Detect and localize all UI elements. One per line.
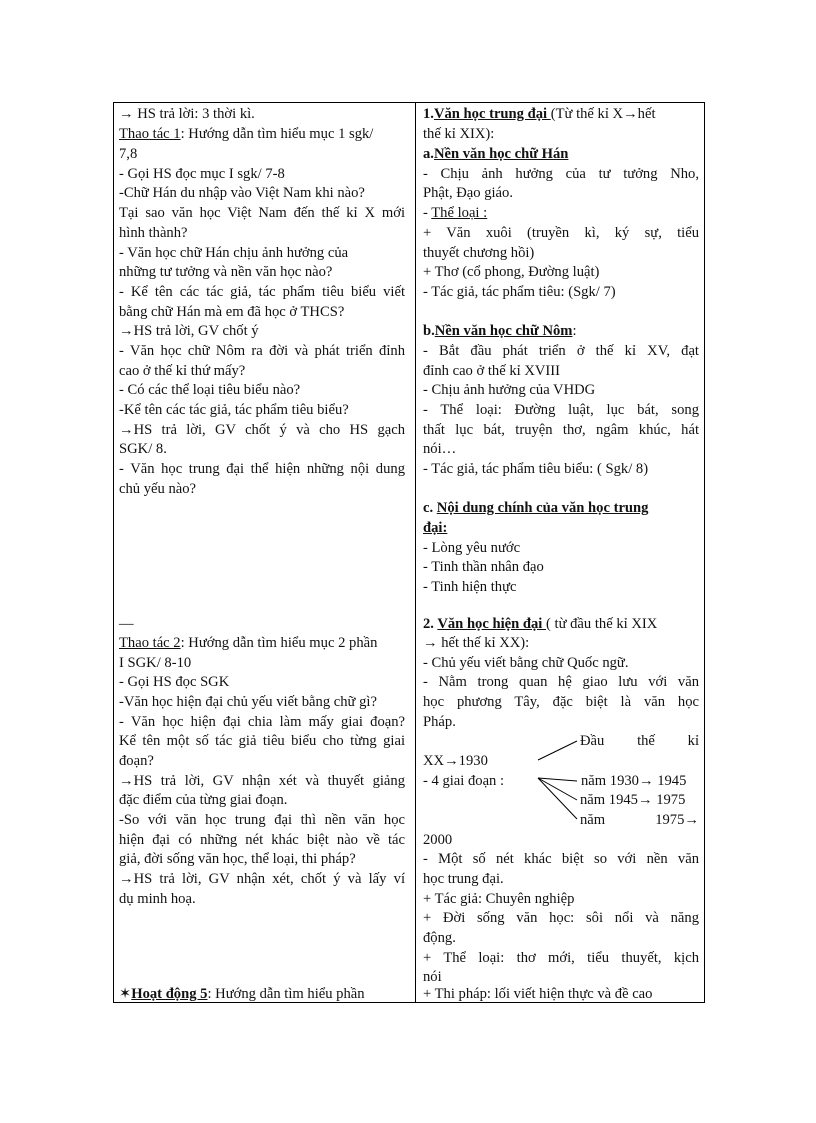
- left-line-30: đặc điểm của từng giai đoạn.: [119, 792, 288, 808]
- left-line-20: chủ yếu nào?: [119, 481, 196, 497]
- subsection-c-label: c.: [423, 500, 437, 516]
- right-line-19: [423, 498, 699, 518]
- left-line-27: Kể tên một số tác giả tiêu biểu cho từng giai: [119, 733, 405, 749]
- left-line-17: →HS trả lời, GV chốt ý và cho HS gạch: [119, 422, 405, 438]
- left-line-35: dụ minh hoạ.: [119, 891, 196, 907]
- left-line-23: I SGK/ 8-10: [119, 655, 192, 671]
- subsection-b-colon: :: [572, 323, 577, 339]
- subsection-c-heading: Nội dung chính của văn học trung: [436, 500, 649, 516]
- right-line-24: [423, 614, 699, 634]
- right-line-8: thuyết chương hồi): [423, 245, 535, 261]
- star-icon: ✶: [119, 986, 132, 1002]
- right-line-27: - Nằm trong quan hệ giao lưu với văn: [423, 674, 699, 690]
- left-line-3: 7,8: [119, 146, 138, 162]
- subsection-a-heading: Nền văn học chữ Hán: [433, 146, 569, 162]
- right-line-41: + Thể loại: thơ mới, tiểu thuyết, kịch: [423, 950, 699, 966]
- branch-line-3: [538, 778, 577, 800]
- right-line-12: - Bắt đầu phát triển ở thế kỉ XV, đạt: [423, 343, 699, 359]
- right-line-39: + Đời sống văn học: sôi nổi và năng: [423, 910, 699, 926]
- left-line-11: bằng chữ Hán mà em đã học ở THCS?: [119, 304, 345, 320]
- left-line-13: - Văn học chữ Nôm ra đời và phát triển đỉnh: [119, 343, 405, 359]
- left-line-14: cao ở thế kỉ thứ mấy?: [119, 363, 246, 379]
- right-line-7: + Văn xuôi (truyền kì, ký sự, tiểu: [423, 225, 699, 241]
- right-line-18: - Tác giả, tác phẩm tiêu biểu: ( Sgk/ 8): [423, 461, 649, 477]
- left-line-34: →HS trả lời, GV nhận xét, chốt ý và lấy ví: [119, 871, 405, 887]
- left-line-4: - Gọi HS đọc mục I sgk/ 7-8: [119, 166, 285, 182]
- left-line-19: - Văn học trung đại thể hiện những nội dung: [119, 461, 405, 477]
- right-line-6: [423, 203, 487, 223]
- right-line-16: thất lục bát, truyện thơ, ngâm khúc, hát: [423, 422, 699, 438]
- left-line-36: [119, 984, 405, 1004]
- right-line-29: Pháp.: [423, 714, 456, 730]
- left-line-1: → HS trả lời: 3 thời kì.: [119, 106, 255, 122]
- right-line-37: học trung đại.: [423, 871, 504, 887]
- left-line-22: [119, 633, 377, 653]
- left-line-29: →HS trả lời, GV nhận xét và thuyết giảng: [119, 773, 405, 789]
- branch-line-2: [538, 778, 577, 781]
- activity-5-heading: Hoạt động 5: [131, 986, 208, 1002]
- right-line-6-bullet: -: [423, 205, 432, 221]
- right-line-23: - Tinh hiện thực: [423, 579, 517, 595]
- branch-line-1: [538, 741, 577, 760]
- task-2-heading: Thao tác 2: [119, 635, 181, 651]
- left-line-21: __: [119, 611, 134, 627]
- right-line-3: [423, 144, 568, 164]
- right-line-25: → hết thế kỉ XX):: [423, 635, 530, 651]
- left-line-8: - Văn học chữ Hán chịu ảnh hưởng của: [119, 245, 349, 261]
- period-1-line-a: Đầu thế kỉ: [580, 733, 699, 749]
- left-line-28: đoạn?: [119, 753, 154, 769]
- right-line-9: + Thơ (cổ phong, Đường luật): [423, 264, 600, 280]
- right-line-4: - Chịu ảnh hưởng của tư tưởng Nho,: [423, 166, 699, 182]
- left-line-33: giả, đời sống văn học, thể loại, thi pháp?: [119, 851, 356, 867]
- left-line-22-text: : Hướng dẫn tìm hiểu mục 2 phần: [180, 635, 378, 651]
- left-line-31: -So với văn học trung đại thì nền văn học: [119, 812, 405, 828]
- right-line-40: động.: [423, 930, 456, 946]
- right-line-20: đại:: [423, 520, 448, 536]
- left-line-9: những tư tưởng và nền văn học nào?: [119, 264, 333, 280]
- right-line-42: nói: [423, 969, 442, 985]
- right-line-2: thế kỉ XIX):: [423, 126, 495, 142]
- subsection-b-heading: Nền văn học chữ Nôm: [434, 323, 573, 339]
- genre-heading: Thể loại :: [431, 205, 488, 221]
- left-line-2-text: : Hướng dẫn tìm hiểu mục 1 sgk/: [180, 126, 374, 142]
- subsection-b-label: b.: [423, 323, 435, 339]
- left-line-26: - Văn học hiện đại chia làm mấy giai đoạn?: [119, 714, 405, 730]
- section-1-range: (Từ thế kỉ X→hết: [550, 106, 656, 122]
- right-line-14: - Chịu ảnh hưởng của VHDG: [423, 382, 596, 398]
- left-line-7: hình thành?: [119, 225, 188, 241]
- left-line-24: - Gọi HS đọc SGK: [119, 674, 230, 690]
- period-4-line-b: 2000: [423, 832, 453, 848]
- right-line-28: học phương Tây, đặc biệt là văn học: [423, 694, 699, 710]
- four-periods-label: - 4 giai đoạn :: [423, 773, 505, 789]
- left-line-32: hiện đại có những nét khác biệt nào về tác: [119, 832, 405, 848]
- left-line-25: -Văn học hiện đại chủ yếu viết bằng chữ gì?: [119, 694, 377, 710]
- left-line-10: - Kể tên các tác giả, tác phẩm tiêu biểu viết: [119, 284, 405, 300]
- right-line-17: nói…: [423, 441, 457, 457]
- period-1-line-b: XX→1930: [423, 753, 488, 769]
- right-line-22: - Tinh thần nhân đạo: [423, 559, 544, 575]
- left-line-36-text: : Hướng dẫn tìm hiểu phần: [207, 986, 365, 1002]
- section-2-range: ( từ đầu thế kỉ XIX: [546, 616, 658, 632]
- left-line-12: →HS trả lời, GV chốt ý: [119, 323, 259, 339]
- section-1-heading: Văn học trung đại: [433, 106, 551, 122]
- left-line-18: SGK/ 8.: [119, 441, 167, 457]
- left-line-6: Tại sao văn học Việt Nam đến thế kỉ X mới: [119, 205, 405, 221]
- column-divider: [415, 103, 416, 1002]
- right-line-15: - Thể loại: Đường luật, lục bát, song: [423, 402, 699, 418]
- left-line-15: - Có các thể loại tiêu biểu nào?: [119, 382, 301, 398]
- right-line-13: đỉnh cao ở thế kỉ XVIII: [423, 363, 560, 379]
- lesson-table: [113, 102, 705, 1003]
- left-line-2: [119, 124, 373, 144]
- right-line-5: Phật, Đạo giáo.: [423, 185, 513, 201]
- right-line-10: - Tác giả, tác phẩm tiêu: (Sgk/ 7): [423, 284, 616, 300]
- section-1-number: 1.: [423, 106, 434, 122]
- branch-line-4: [538, 778, 577, 819]
- right-line-38: + Tác giả: Chuyên nghiệp: [423, 891, 575, 907]
- subsection-a-label: a.: [423, 146, 434, 162]
- period-4-line-a: năm 1975→: [580, 812, 699, 828]
- section-2-heading: Văn học hiện đại: [437, 616, 547, 632]
- right-line-36: - Một số nét khác biệt so với nền văn: [423, 851, 699, 867]
- right-line-1: [423, 104, 656, 124]
- left-line-5: -Chữ Hán du nhập vào Việt Nam khi nào?: [119, 185, 365, 201]
- right-line-26: - Chủ yếu viết bằng chữ Quốc ngữ.: [423, 655, 629, 671]
- period-3: năm 1945→ 1975: [580, 792, 686, 808]
- right-line-43: + Thi pháp: lối viết hiện thực và đề cao: [423, 986, 653, 1002]
- period-2: năm 1930→ 1945: [581, 773, 687, 789]
- task-1-heading: Thao tác 1: [119, 126, 181, 142]
- right-line-11: [423, 321, 577, 341]
- section-2-number: 2.: [423, 616, 438, 632]
- right-line-21: - Lòng yêu nước: [423, 540, 521, 556]
- left-line-16: -Kể tên các tác giả, tác phẩm tiêu biểu?: [119, 402, 349, 418]
